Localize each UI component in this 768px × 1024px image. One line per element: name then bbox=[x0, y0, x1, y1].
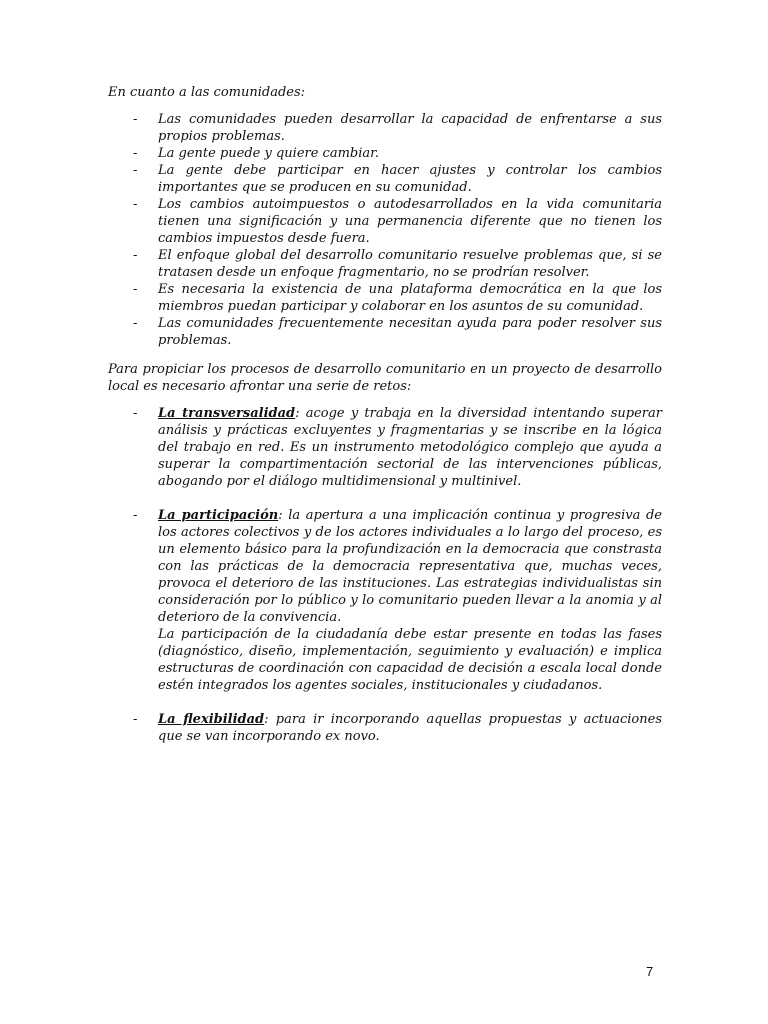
list-item bbox=[108, 281, 662, 315]
reto-text: : la apertura a una implicación continua y progresiva de los actores colectivos y de los actores individuales a lo largo del proceso, es un elemento básico para la profundización en la democracia que constrasta con las prácticas de la democracia representativa que, muchas veces, provoca el deterioro de las instituciones. Las estrategias individualistas sin consideración por lo público y lo comunitario pueden llevar a la anomia y al deterioro de la convivencia. bbox=[158, 508, 662, 625]
bullet-dash: - bbox=[133, 712, 138, 727]
retos-list bbox=[108, 405, 662, 745]
bullet-dash: - bbox=[133, 146, 138, 161]
list-item bbox=[108, 162, 662, 196]
reto-text: : para ir incorporando aquellas propuestas y actuaciones que se van incorporando ex novo. bbox=[158, 712, 662, 744]
bullet-dash: - bbox=[133, 406, 138, 421]
bullet-dash: - bbox=[133, 197, 138, 212]
document-page bbox=[108, 84, 662, 745]
reto-item-transversalidad bbox=[108, 405, 662, 490]
reto-extra-text: La participación de la ciudadanía debe estar presente en todas las fases (diagnóstico, diseño, implementación, seguimiento y evaluación) e implica estructuras de coordinación con capacidad de decisión a escala local donde estén integrados los agentes sociales, institucionales y ciudadanos. bbox=[158, 627, 662, 693]
list-item-text: Las comunidades frecuentemente necesitan ayuda para poder resolver sus problemas. bbox=[158, 316, 662, 348]
page-number: 7 bbox=[646, 964, 654, 979]
list-item bbox=[108, 315, 662, 349]
list-item-text: La gente debe participar en hacer ajustes y controlar los cambios importantes que se producen en su comunidad. bbox=[158, 163, 662, 195]
bullet-dash: - bbox=[133, 248, 138, 263]
list-item-text: El enfoque global del desarrollo comunitario resuelve problemas que, si se tratasen desde un enfoque fragmentario, no se prodrían resolver. bbox=[158, 248, 662, 280]
list-item-text: Los cambios autoimpuestos o autodesarrollados en la vida comunitaria tienen una significación y una permanencia diferente que no tienen los cambios impuestos desde fuera. bbox=[158, 197, 662, 246]
intro-heading: En cuanto a las comunidades: bbox=[108, 85, 306, 100]
bullet-dash: - bbox=[133, 282, 138, 297]
list-item bbox=[108, 111, 662, 145]
reto-item-flexibilidad bbox=[108, 711, 662, 745]
list-item-text: La gente puede y quiere cambiar. bbox=[158, 146, 380, 161]
bullet-dash: - bbox=[133, 112, 138, 127]
reto-text: : acoge y trabaja en la diversidad intentando superar análisis y prácticas excluyentes y fragmentarias y se inscribe en la lógica del trabajo en red. Es un instrumento metodológico complejo que ayuda a superar la compartimentación sectorial de las intervenciones públicas, abogando por el diálogo multidimensional y multinivel. bbox=[158, 406, 662, 489]
comunidades-list bbox=[108, 111, 662, 349]
retos-intro-paragraph: Para propiciar los procesos de desarrollo comunitario en un proyecto de desarrollo local es necesario afrontar una serie de retos: bbox=[108, 362, 662, 394]
list-item bbox=[108, 247, 662, 281]
bullet-dash: - bbox=[133, 163, 138, 178]
bullet-dash: - bbox=[133, 316, 138, 331]
list-item bbox=[108, 196, 662, 247]
list-item bbox=[108, 145, 662, 162]
list-item-text: Es necesaria la existencia de una plataforma democrática en la que los miembros puedan participar y colaborar en los asuntos de su comunidad. bbox=[158, 282, 662, 314]
reto-term: La transversalidad bbox=[158, 406, 296, 421]
list-item-text: Las comunidades pueden desarrollar la capacidad de enfrentarse a sus propios problemas. bbox=[158, 112, 662, 144]
bullet-dash: - bbox=[133, 508, 138, 523]
reto-item-participacion bbox=[108, 507, 662, 694]
reto-term: La flexibilidad bbox=[158, 712, 265, 727]
reto-term: La participación bbox=[158, 508, 279, 523]
